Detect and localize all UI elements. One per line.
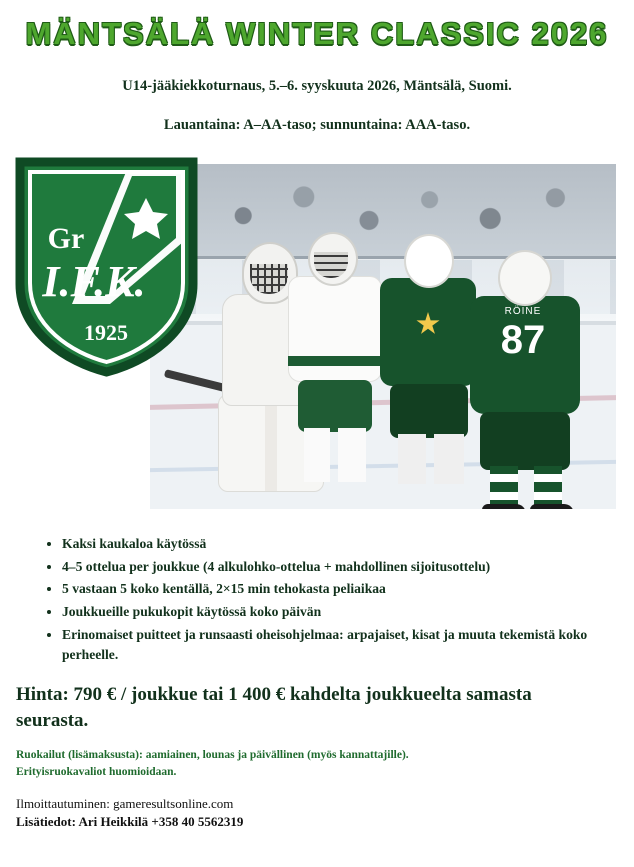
page-title: MÄNTSÄLÄ WINTER CLASSIC 2026 — [25, 16, 609, 51]
logo-year: 1925 — [84, 320, 128, 345]
white-pants — [298, 380, 372, 432]
meals-line-1: Ruokailut (lisämaksusta): aamiainen, lounas ja päivällinen (myös kannattajille). — [16, 749, 409, 762]
meals-line-2: Erityisruokavaliot huomioidaan. — [16, 765, 177, 778]
white-legs — [304, 428, 366, 482]
player-87-skate-left — [482, 504, 526, 509]
green-jersey — [380, 278, 476, 386]
contact-info — [0, 795, 634, 833]
logo-main-text: I.F.K. — [42, 257, 146, 306]
more-info-line: Lisätiedot: Ari Heikkilä +358 40 5562319 — [16, 814, 244, 830]
list-item: • Erinomaiset puitteet ja runsaasti oheisohjelmaa: arpajaiset, kisat ja muuta tekemistä koko perheelle. — [62, 625, 612, 666]
player-white — [282, 232, 390, 482]
player-87-sock-right — [534, 466, 562, 509]
green-helmet — [404, 234, 454, 288]
poster-page — [0, 16, 634, 867]
green-pants — [390, 384, 468, 438]
hero-section — [0, 152, 634, 512]
list-item: • 5 vastaan 5 koko kentällä, 2×15 min tehokasta peliaikaa — [62, 579, 612, 600]
price-text: Hinta: 790 € / joukkue tai 1 400 € kahdelta joukkueelta samasta seurasta. — [16, 683, 532, 731]
subtitle-line-1: U14-jääkiekkoturnaus, 5.–6. syyskuuta 2026, Mäntsälä, Suomi. — [122, 78, 512, 94]
player-87-skate-right — [530, 504, 574, 509]
player-name-plate: RÖINE — [504, 306, 542, 317]
club-logo — [14, 156, 199, 378]
list-item: • Joukkueille pukukopit käytössä koko päivän — [62, 602, 612, 623]
player-number-87 — [468, 250, 596, 509]
registration-line[interactable]: Ilmoittautuminen: gameresultsonline.com — [16, 795, 234, 811]
logo-top-text: Gr — [47, 222, 85, 255]
subtitle-line-2: Lauantaina: A–AA-taso; sunnuntaina: AAA-taso. — [163, 117, 471, 133]
green-legs — [398, 434, 464, 484]
player-number: 87 — [500, 318, 546, 362]
white-jersey — [288, 276, 382, 382]
player-87-sock-left — [490, 466, 518, 509]
tournament-photo — [150, 164, 616, 509]
list-item: • Kaksi kaukaloa käytössä — [62, 534, 612, 555]
white-jersey-stripe — [288, 356, 380, 366]
meals-info — [0, 747, 634, 780]
subtitle-block — [0, 78, 634, 134]
features-list — [0, 534, 634, 666]
player-87-pants — [480, 412, 570, 470]
list-item: • 4–5 ottelua per joukkue (4 alkulohko-ottelua + mahdollinen sijoitusottelu) — [62, 557, 612, 578]
player-87-helmet — [498, 250, 552, 306]
